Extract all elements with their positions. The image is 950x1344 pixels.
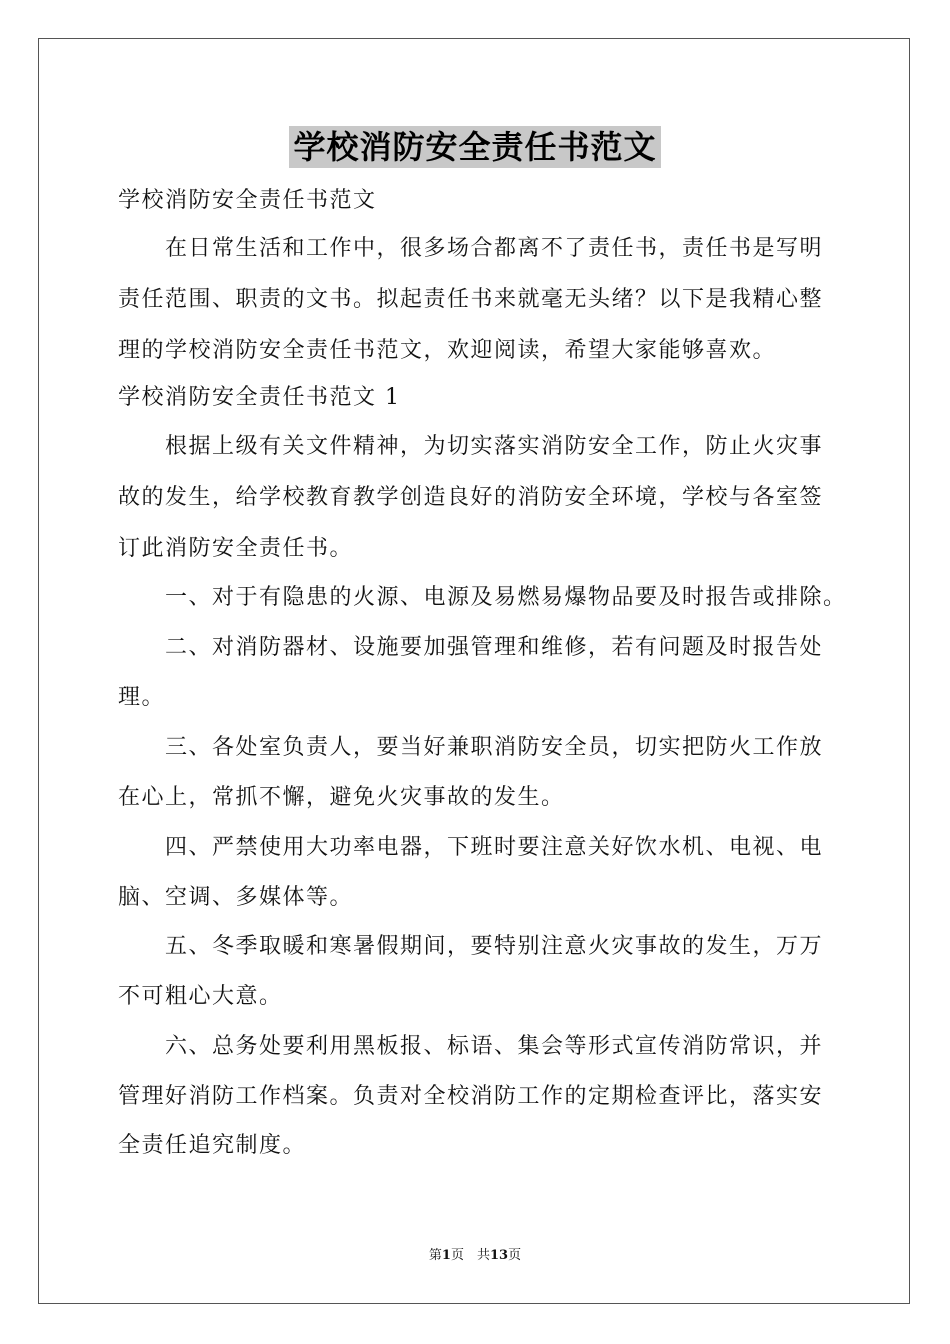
footer-page-suffix: 页 <box>508 1248 522 1263</box>
footer-page-mid: 页 共 <box>450 1248 490 1263</box>
page-border <box>38 38 910 1304</box>
paragraph-line: 三、各处室负责人，要当好兼职消防安全员，切实把防火工作放 <box>165 735 824 760</box>
paragraph-line: 根据上级有关文件精神，为切实落实消防安全工作，防止火灾事 <box>165 434 824 459</box>
paragraph-line: 不可粗心大意。 <box>118 984 283 1009</box>
paragraph-line: 理的学校消防安全责任书范文，欢迎阅读，希望大家能够喜欢。 <box>118 338 777 363</box>
paragraph-line: 一、对于有隐患的火源、电源及易燃易爆物品要及时报告或排除。 <box>165 585 847 610</box>
page-footer <box>0 1244 950 1263</box>
paragraph-line: 二、对消防器材、设施要加强管理和维修，若有问题及时报告处 <box>165 635 824 660</box>
paragraph-line: 全责任追究制度。 <box>118 1133 307 1158</box>
paragraph-line: 在日常生活和工作中，很多场合都离不了责任书，责任书是写明 <box>165 236 824 261</box>
paragraph-line: 六、总务处要利用黑板报、标语、集会等形式宣传消防常识，并 <box>165 1034 824 1059</box>
paragraph-line: 订此消防安全责任书。 <box>118 536 354 561</box>
section-heading: 学校消防安全责任书范文 1 <box>118 385 401 410</box>
document-title: 学校消防安全责任书范文 <box>289 126 660 168</box>
paragraph-line: 管理好消防工作档案。负责对全校消防工作的定期检查评比，落实安 <box>118 1084 824 1109</box>
paragraph-line: 责任范围、职责的文书。拟起责任书来就毫无头绪？以下是我精心整 <box>118 287 824 312</box>
footer-page-total: 13 <box>489 1248 509 1263</box>
paragraph-line: 故的发生，给学校教育教学创造良好的消防安全环境，学校与各室签 <box>118 485 824 510</box>
paragraph-line: 在心上，常抓不懈，避免火灾事故的发生。 <box>118 785 565 810</box>
footer-page-current: 1 <box>441 1248 451 1263</box>
footer-page-prefix: 第 <box>428 1248 442 1263</box>
paragraph-line: 四、严禁使用大功率电器，下班时要注意关好饮水机、电视、电 <box>165 835 824 860</box>
paragraph-line: 五、冬季取暖和寒暑假期间，要特别注意火灾事故的发生，万万 <box>165 934 824 959</box>
paragraph-line: 脑、空调、多媒体等。 <box>118 885 354 910</box>
subtitle: 学校消防安全责任书范文 <box>118 188 377 213</box>
title-container <box>0 126 950 168</box>
paragraph-line: 理。 <box>118 685 166 710</box>
